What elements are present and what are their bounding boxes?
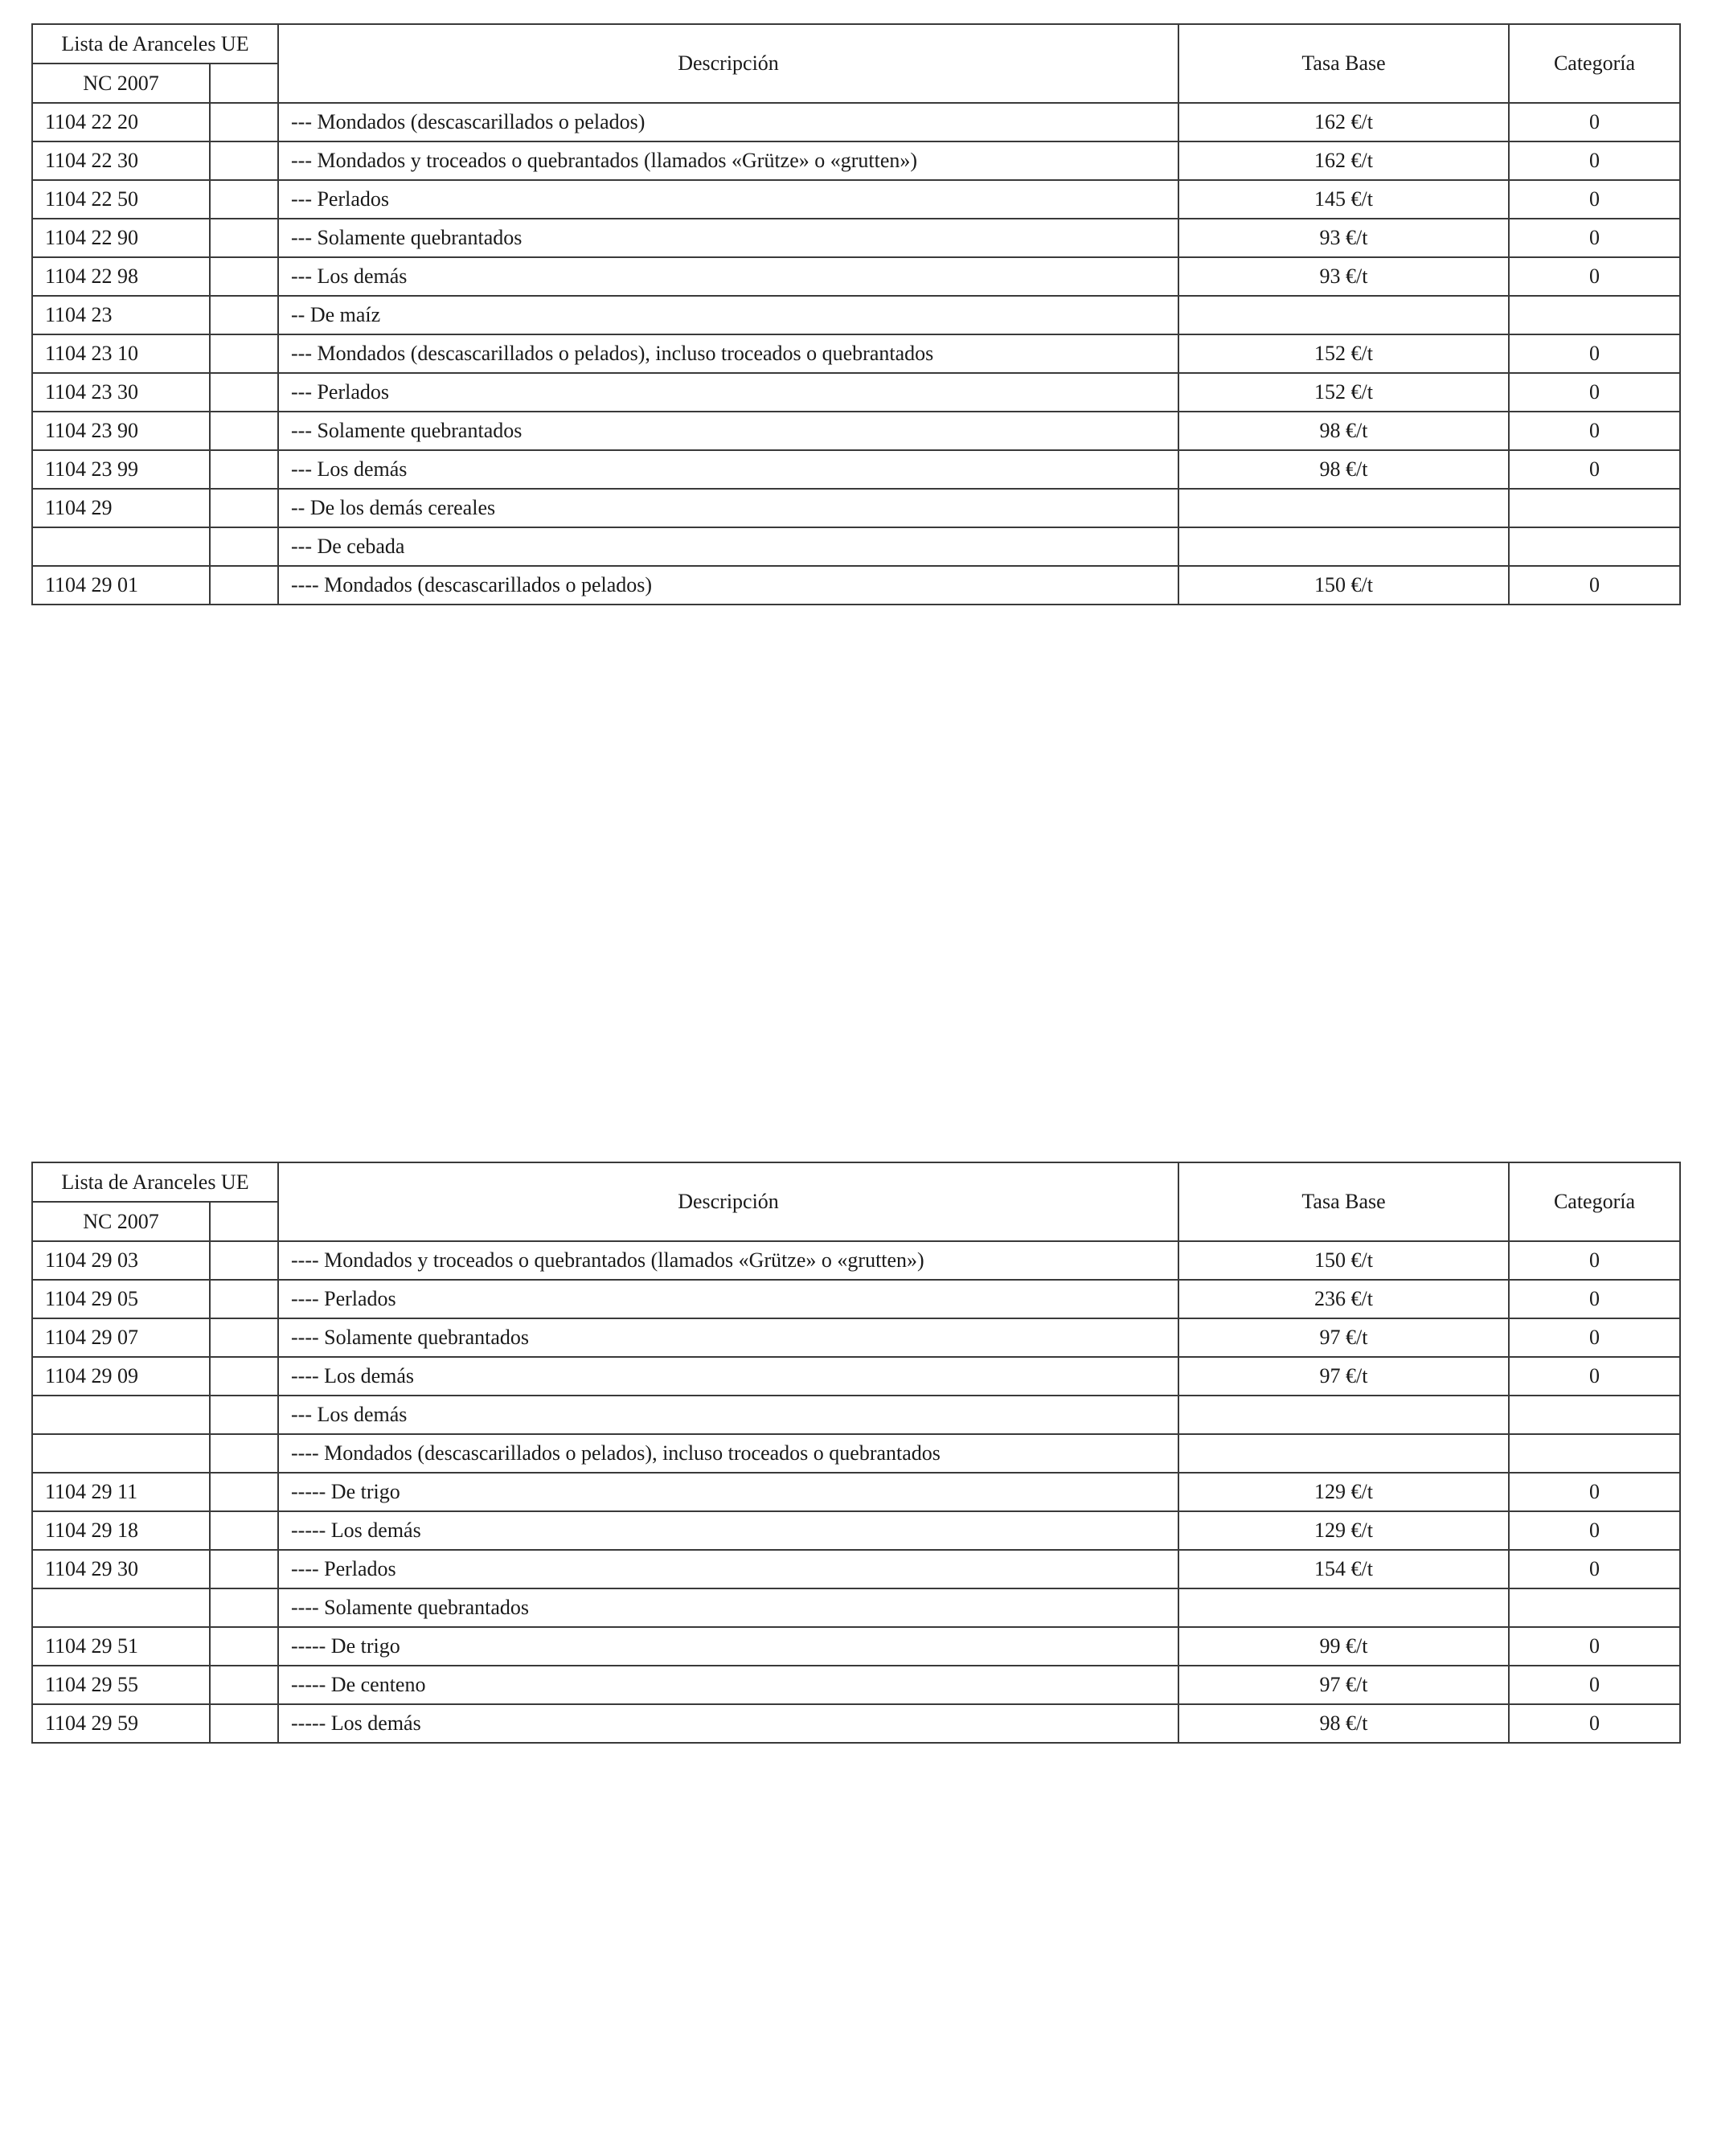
base-rate-cell [1178,1396,1509,1434]
base-rate-cell: 152 €/t [1178,334,1509,373]
table-row [32,412,1680,450]
base-rate-cell: 129 €/t [1178,1511,1509,1550]
header-base-rate: Tasa Base [1178,24,1509,103]
base-rate-cell: 93 €/t [1178,219,1509,257]
table-row [32,1666,1680,1704]
base-rate-cell: 97 €/t [1178,1666,1509,1704]
base-rate-cell: 150 €/t [1178,1241,1509,1280]
sub-code-cell [210,1627,278,1666]
tariff-code-cell: 1104 29 03 [32,1241,210,1280]
tariff-code-cell: 1104 22 30 [32,141,210,180]
base-rate-cell: 98 €/t [1178,1704,1509,1743]
description-cell: --- Los demás [278,450,1178,489]
sub-code-cell [210,489,278,527]
tariff-code-cell [32,1588,210,1627]
category-cell [1509,296,1680,334]
sub-code-cell [210,296,278,334]
category-cell: 0 [1509,412,1680,450]
category-cell: 0 [1509,373,1680,412]
tariff-code-cell: 1104 29 55 [32,1666,210,1704]
category-cell: 0 [1509,1473,1680,1511]
description-cell: -- De maíz [278,296,1178,334]
base-rate-cell [1178,527,1509,566]
table-row [32,1241,1680,1280]
base-rate-cell: 162 €/t [1178,103,1509,141]
description-cell: ---- Solamente quebrantados [278,1318,1178,1357]
base-rate-cell: 93 €/t [1178,257,1509,296]
sub-code-cell [210,566,278,605]
sub-code-cell [210,412,278,450]
category-cell: 0 [1509,1357,1680,1396]
table-row [32,180,1680,219]
tariff-code-cell: 1104 29 51 [32,1627,210,1666]
category-cell [1509,1588,1680,1627]
sub-code-cell [210,334,278,373]
category-cell: 0 [1509,1241,1680,1280]
header-list-label: Lista de Aranceles UE [32,24,278,64]
tariff-code-cell: 1104 23 [32,296,210,334]
tariff-code-cell: 1104 23 30 [32,373,210,412]
description-cell: -- De los demás cereales [278,489,1178,527]
header-description: Descripción [278,1162,1178,1241]
tariff-code-cell [32,1434,210,1473]
base-rate-cell [1178,1588,1509,1627]
description-cell: --- Mondados y troceados o quebrantados (llamados «Grütze» o «grutten») [278,141,1178,180]
tariff-table-1 [31,23,1681,605]
table-body [32,24,1680,605]
tariff-code-cell: 1104 29 05 [32,1280,210,1318]
base-rate-cell: 154 €/t [1178,1550,1509,1588]
base-rate-cell [1178,296,1509,334]
sub-code-cell [210,1473,278,1511]
table-row [32,141,1680,180]
category-cell: 0 [1509,1550,1680,1588]
table-row [32,1357,1680,1396]
category-cell [1509,1396,1680,1434]
category-cell: 0 [1509,1318,1680,1357]
sub-code-cell [210,141,278,180]
tariff-code-cell: 1104 29 07 [32,1318,210,1357]
description-cell: ----- De trigo [278,1627,1178,1666]
table-row [32,450,1680,489]
sub-code-cell [210,1704,278,1743]
tariff-code-cell: 1104 29 11 [32,1473,210,1511]
sub-code-cell [210,1241,278,1280]
header-nc-label: NC 2007 [32,1202,210,1241]
sub-code-cell [210,527,278,566]
sub-code-cell [210,1318,278,1357]
category-cell: 0 [1509,257,1680,296]
table-row [32,334,1680,373]
description-cell: --- Perlados [278,180,1178,219]
description-cell: --- Los demás [278,257,1178,296]
header-description: Descripción [278,24,1178,103]
sub-code-cell [210,1280,278,1318]
description-cell: ---- Mondados (descascarillados o pelados) [278,566,1178,605]
tariff-code-cell: 1104 22 50 [32,180,210,219]
tariff-code-cell: 1104 23 90 [32,412,210,450]
table-row [32,527,1680,566]
category-cell: 0 [1509,141,1680,180]
table-row [32,1473,1680,1511]
category-cell [1509,1434,1680,1473]
description-cell: --- Solamente quebrantados [278,412,1178,450]
header-empty-cell [210,1202,278,1241]
sub-code-cell [210,450,278,489]
category-cell: 0 [1509,103,1680,141]
tariff-code-cell: 1104 22 98 [32,257,210,296]
description-cell: ----- De trigo [278,1473,1178,1511]
sub-code-cell [210,103,278,141]
header-base-rate: Tasa Base [1178,1162,1509,1241]
tariff-code-cell: 1104 29 59 [32,1704,210,1743]
tariff-code-cell: 1104 23 10 [32,334,210,373]
category-cell [1509,489,1680,527]
table-row [32,489,1680,527]
tariff-code-cell: 1104 22 20 [32,103,210,141]
sub-code-cell [210,1396,278,1434]
description-cell: ----- De centeno [278,1666,1178,1704]
base-rate-cell: 150 €/t [1178,566,1509,605]
description-cell: --- Mondados (descascarillados o pelados), incluso troceados o quebrantados [278,334,1178,373]
header-category: Categoría [1509,1162,1680,1241]
table-row [32,566,1680,605]
sub-code-cell [210,373,278,412]
description-cell: ---- Perlados [278,1550,1178,1588]
table-row [32,103,1680,141]
sub-code-cell [210,219,278,257]
base-rate-cell: 97 €/t [1178,1318,1509,1357]
description-cell: ----- Los demás [278,1511,1178,1550]
description-cell: --- Solamente quebrantados [278,219,1178,257]
description-cell: ---- Mondados (descascarillados o pelados), incluso troceados o quebrantados [278,1434,1178,1473]
table-row [32,1588,1680,1627]
tariff-code-cell [32,1396,210,1434]
table-row [32,1280,1680,1318]
base-rate-cell: 97 €/t [1178,1357,1509,1396]
category-cell: 0 [1509,1627,1680,1666]
table-row [32,1396,1680,1434]
description-cell: ---- Mondados y troceados o quebrantados (llamados «Grütze» o «grutten») [278,1241,1178,1280]
table-row [32,373,1680,412]
tariff-table-2 [31,1162,1681,1744]
table-row [32,219,1680,257]
category-cell: 0 [1509,334,1680,373]
category-cell: 0 [1509,180,1680,219]
category-cell: 0 [1509,1280,1680,1318]
table-body [32,1162,1680,1743]
sub-code-cell [210,257,278,296]
table-row [32,1511,1680,1550]
base-rate-cell: 236 €/t [1178,1280,1509,1318]
tariff-code-cell: 1104 29 01 [32,566,210,605]
tariff-code-cell: 1104 29 30 [32,1550,210,1588]
category-cell: 0 [1509,450,1680,489]
table-row [32,257,1680,296]
header-category: Categoría [1509,24,1680,103]
base-rate-cell: 98 €/t [1178,412,1509,450]
base-rate-cell: 162 €/t [1178,141,1509,180]
sub-code-cell [210,1550,278,1588]
table-row [32,1704,1680,1743]
table-row [32,1627,1680,1666]
tariff-code-cell: 1104 29 [32,489,210,527]
base-rate-cell: 99 €/t [1178,1627,1509,1666]
category-cell: 0 [1509,1704,1680,1743]
header-row [32,24,1680,64]
base-rate-cell [1178,1434,1509,1473]
header-list-label: Lista de Aranceles UE [32,1162,278,1202]
sub-code-cell [210,1588,278,1627]
description-cell: ----- Los demás [278,1704,1178,1743]
tariff-code-cell: 1104 29 18 [32,1511,210,1550]
table-row [32,1318,1680,1357]
sub-code-cell [210,1434,278,1473]
sub-code-cell [210,1511,278,1550]
tariff-code-cell: 1104 29 09 [32,1357,210,1396]
category-cell: 0 [1509,1666,1680,1704]
base-rate-cell [1178,489,1509,527]
base-rate-cell: 98 €/t [1178,450,1509,489]
category-cell: 0 [1509,1511,1680,1550]
base-rate-cell: 129 €/t [1178,1473,1509,1511]
description-cell: --- De cebada [278,527,1178,566]
category-cell [1509,527,1680,566]
table-row [32,296,1680,334]
sub-code-cell [210,1666,278,1704]
description-cell: --- Perlados [278,373,1178,412]
header-nc-label: NC 2007 [32,64,210,103]
category-cell: 0 [1509,219,1680,257]
base-rate-cell: 152 €/t [1178,373,1509,412]
tariff-code-cell: 1104 22 90 [32,219,210,257]
tariff-code-cell [32,527,210,566]
table-row [32,1434,1680,1473]
description-cell: ---- Perlados [278,1280,1178,1318]
sub-code-cell [210,180,278,219]
table-row [32,1550,1680,1588]
category-cell: 0 [1509,566,1680,605]
description-cell: --- Los demás [278,1396,1178,1434]
description-cell: --- Mondados (descascarillados o pelados) [278,103,1178,141]
description-cell: ---- Solamente quebrantados [278,1588,1178,1627]
description-cell: ---- Los demás [278,1357,1178,1396]
header-row [32,1162,1680,1202]
tariff-code-cell: 1104 23 99 [32,450,210,489]
base-rate-cell: 145 €/t [1178,180,1509,219]
header-empty-cell [210,64,278,103]
sub-code-cell [210,1357,278,1396]
